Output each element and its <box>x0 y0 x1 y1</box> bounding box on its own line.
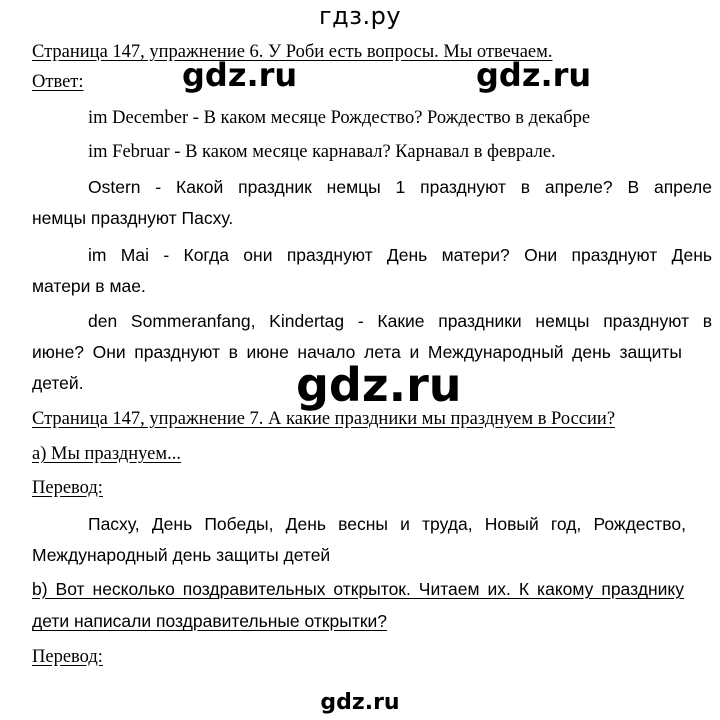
answer-line-februar: im Februar - В каком месяце карнавал? Карнавал в феврале. <box>88 142 556 162</box>
watermark-top-right: gdz.ru <box>476 56 592 94</box>
exercise-6-heading: Страница 147, упражнение 6. У Роби есть вопросы. Мы отвечаем. <box>32 42 553 62</box>
exercise-7-heading: Страница 147, упражнение 7. А какие праздники мы празднуем в России? <box>32 409 616 429</box>
watermark-bottom: gdz.ru <box>320 690 400 715</box>
part-b-heading-cont: дети написали поздравительные открытки? <box>32 611 388 631</box>
site-header: гдз.ру <box>318 2 402 30</box>
part-a-translation-line: Пасху, День Победы, День весны и труда, Новый год, Рождество, <box>88 514 686 534</box>
translation-label: Перевод: <box>32 478 103 498</box>
answer-line-juni-end: детей. <box>32 373 84 393</box>
translation-label-2: Перевод: <box>32 647 103 667</box>
answer-line-mai: im Mai - Когда они празднуют День матери? Они празднуют День <box>88 245 712 265</box>
answer-label: Ответ: <box>32 72 84 92</box>
watermark-middle: gdz.ru <box>296 358 462 412</box>
watermark-top-left: gdz.ru <box>182 56 298 94</box>
answer-line-mai-cont: матери в мае. <box>32 276 146 296</box>
answer-line-ostern: Ostern - Какой праздник немцы 1 празднуют в апреле? В апреле <box>88 177 712 197</box>
answer-line-ostern-cont: немцы празднуют Пасху. <box>32 208 234 228</box>
part-b-heading: b) Вот несколько поздравительных открыток. Читаем их. К какому празднику <box>32 579 684 599</box>
part-a-label: а) Мы празднуем... <box>32 444 181 464</box>
answer-line-juni-cont: июне? Они празднуют в июне начало лета и Международный день защиты <box>32 342 682 362</box>
part-a-translation-cont: Международный день защиты детей <box>32 545 331 565</box>
answer-line-december: im December - В каком месяце Рождество? Рождество в декабре <box>88 108 591 128</box>
answer-line-juni: den Sommeranfang, Kindertag - Какие праздники немцы празднуют в <box>88 311 712 331</box>
